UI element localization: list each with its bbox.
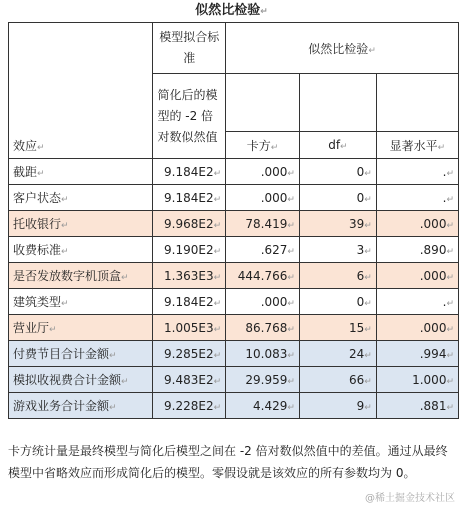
effect-cell: 建筑类型↵ (9, 289, 153, 315)
df-cell: 3↵ (299, 237, 376, 263)
effect-cell: 付费节目合计金额↵ (9, 341, 153, 367)
ll-cell: 9.184E2↵ (153, 289, 226, 315)
sig-cell: .↵ (376, 289, 458, 315)
chi-square-cell: .000↵ (226, 185, 300, 211)
table-row (9, 393, 459, 419)
df-header: df↵ (299, 132, 376, 159)
sig-cell: .↵ (376, 185, 458, 211)
sig-cell: .994↵ (376, 341, 458, 367)
sig-cell: .881↵ (376, 393, 458, 419)
table-row (9, 237, 459, 263)
sig-cell: 1.000↵ (376, 367, 458, 393)
table-row (9, 185, 459, 211)
effect-cell: 是否发放数字机顶盒↵ (9, 263, 153, 289)
table-row (9, 341, 459, 367)
effect-cell: 游戏业务合计金额↵ (9, 393, 153, 419)
table-row (9, 159, 459, 185)
ll-cell: 9.190E2↵ (153, 237, 226, 263)
table-title: 似然比检验↵ (195, 3, 268, 18)
table-row (9, 211, 459, 237)
effect-cell: 截距↵ (9, 159, 153, 185)
likelihood-ratio-table (8, 22, 459, 419)
df-cell: 6↵ (299, 263, 376, 289)
sig-cell: .000↵ (376, 211, 458, 237)
chi-square-cell: 86.768↵ (226, 315, 300, 341)
watermark: @稀土掘金技术社区 (365, 493, 455, 504)
table-row (9, 263, 459, 289)
chi-square-cell: 78.419↵ (226, 211, 300, 237)
df-cell: 24↵ (299, 341, 376, 367)
effect-cell: 收费标准↵ (9, 237, 153, 263)
chi-square-cell: .000↵ (226, 289, 300, 315)
ll-cell: 9.228E2↵ (153, 393, 226, 419)
df-cell: 66↵ (299, 367, 376, 393)
chi-square-cell: 29.959↵ (226, 367, 300, 393)
df-cell: 39↵ (299, 211, 376, 237)
ll-cell: 1.363E3↵ (153, 263, 226, 289)
chi-square-cell: 10.083↵ (226, 341, 300, 367)
ll-cell: 1.005E3↵ (153, 315, 226, 341)
sig-cell: .000↵ (376, 315, 458, 341)
effect-cell: 客户状态↵ (9, 185, 153, 211)
chi-square-cell: .627↵ (226, 237, 300, 263)
ll-cell: 9.184E2↵ (153, 159, 226, 185)
df-cell: 15↵ (299, 315, 376, 341)
sig-cell: .890↵ (376, 237, 458, 263)
chi-square-header: 卡方↵ (226, 132, 300, 159)
ll-cell: 9.184E2↵ (153, 185, 226, 211)
sig-header: 显著水平↵ (376, 132, 458, 159)
chi-square-cell: .000↵ (226, 159, 300, 185)
effect-cell: 托收银行↵ (9, 211, 153, 237)
effect-cell: 模拟收视费合计金额↵ (9, 367, 153, 393)
df-cell: 0↵ (299, 159, 376, 185)
reduced-model-ll-header: 简化后的模型的 -2 倍对数似然值 (153, 74, 226, 159)
table-body (9, 159, 459, 419)
ll-cell: 9.968E2↵ (153, 211, 226, 237)
df-cell: 0↵ (299, 185, 376, 211)
ll-cell: 9.285E2↵ (153, 341, 226, 367)
sig-cell: .000↵ (376, 263, 458, 289)
df-cell: 0↵ (299, 289, 376, 315)
table-row (9, 289, 459, 315)
chi-square-cell: 444.766↵ (226, 263, 300, 289)
ll-cell: 9.483E2↵ (153, 367, 226, 393)
model-fit-header: 模型拟合标准 (153, 23, 226, 74)
lr-test-header: 似然比检验↵ (226, 23, 459, 74)
df-cell: 9↵ (299, 393, 376, 419)
table-row (9, 315, 459, 341)
chi-square-cell: 4.429↵ (226, 393, 300, 419)
sig-cell: .↵ (376, 159, 458, 185)
effect-cell: 营业厅↵ (9, 315, 153, 341)
table-row (9, 367, 459, 393)
table-footnote: 卡方统计量是最终模型与简化后模型之间在 -2 倍对数似然值中的差值。通过从最终模型中省略效应而形成简化后的模型。零假设就是该效应的所有参数均为 0。 (8, 444, 448, 480)
effect-header-cell: 效应↵ (9, 23, 153, 159)
